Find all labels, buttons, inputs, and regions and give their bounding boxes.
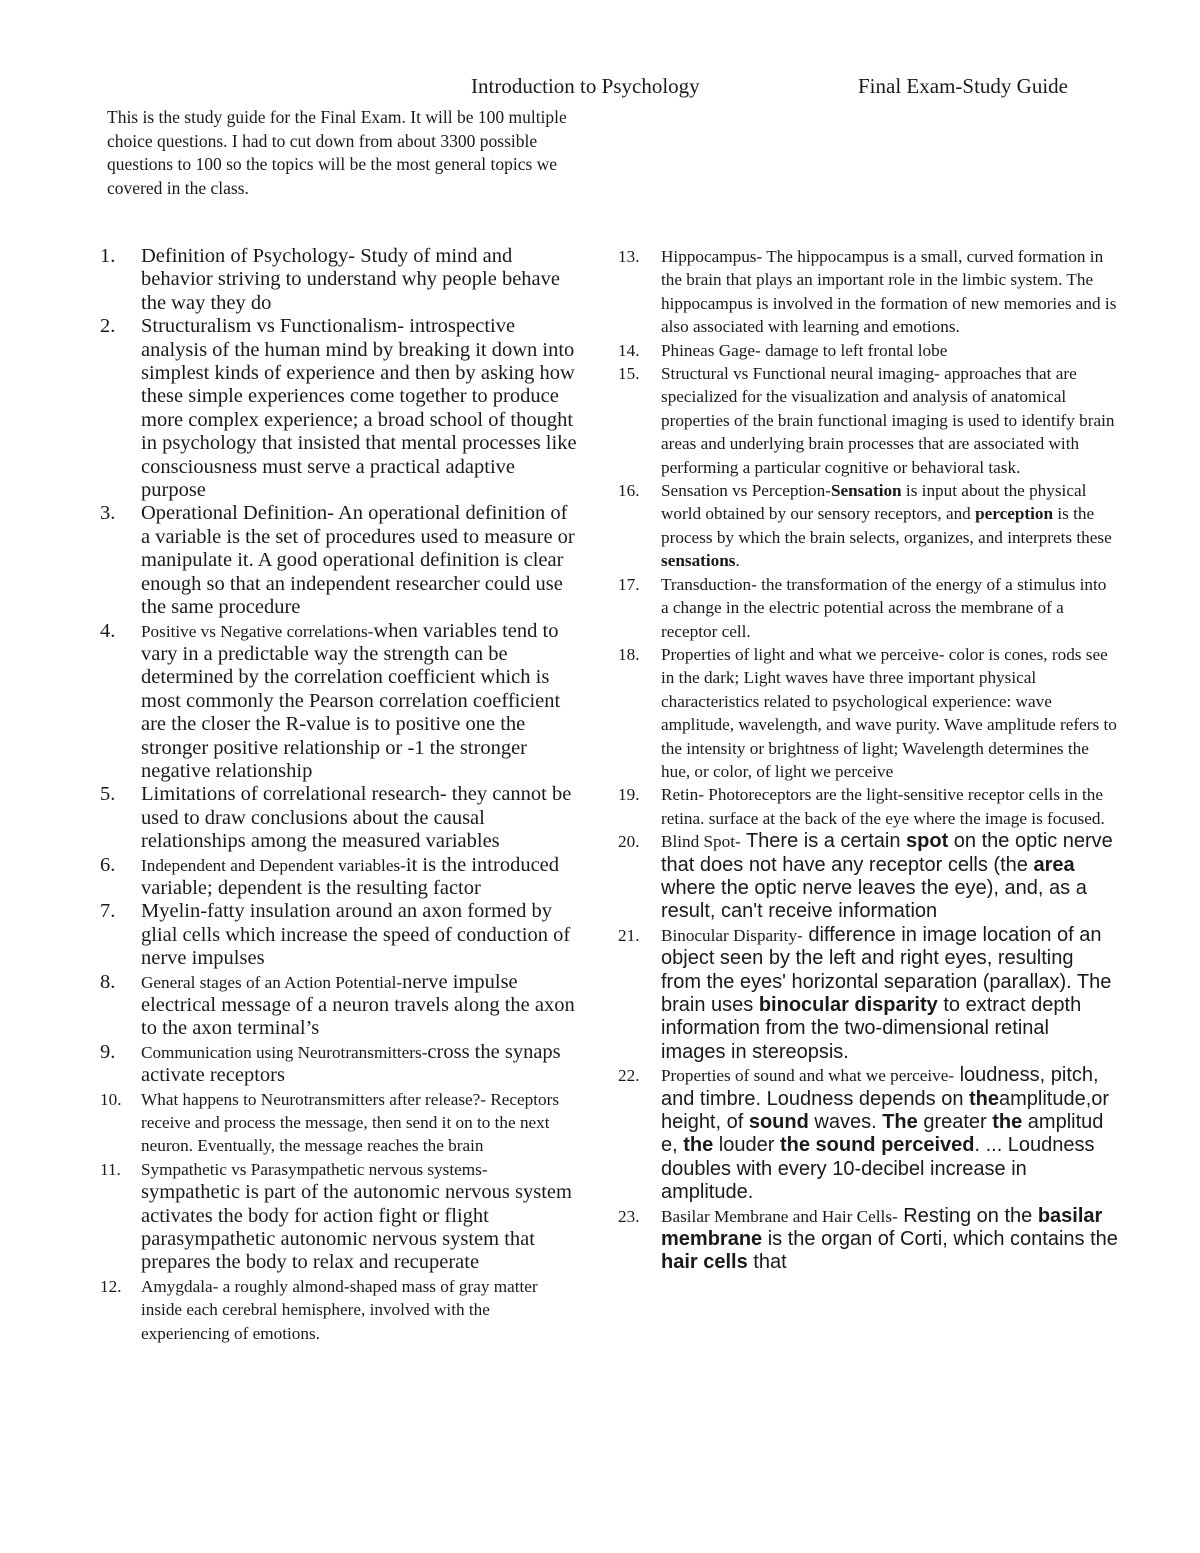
- list-item: [100, 1158, 580, 1275]
- bold-term: the: [992, 1111, 1023, 1134]
- item-text: waves.: [808, 1111, 883, 1134]
- item-term: General stages of an Action Potential-: [141, 972, 403, 992]
- list-item: [618, 573, 1118, 643]
- list-item: [100, 783, 580, 853]
- item-number: 14.: [618, 340, 640, 360]
- document-title: Final Exam-Study Guide: [858, 74, 1068, 98]
- item-text: There is a certain: [740, 830, 907, 853]
- list-item: [618, 479, 1118, 573]
- item-term: Definition of Psychology-: [141, 245, 356, 267]
- list-item: [618, 245, 1118, 339]
- item-text: it is the introduced variable; dependent is the resulting factor: [141, 853, 560, 899]
- item-text: the transformation of the energy of a stimulus into a change in the electric potential across the membrane of a receptor cell.: [661, 574, 1107, 641]
- item-number: 22.: [618, 1066, 640, 1086]
- item-term: Blind Spot-: [661, 832, 741, 852]
- item-number: 1.: [100, 245, 116, 267]
- item-number: 20.: [618, 832, 640, 852]
- list-item: [618, 924, 1118, 1064]
- item-number: 15.: [618, 364, 640, 384]
- item-text: to extract depth information from the two-dimensional retinal images in stereopsis.: [661, 994, 1082, 1063]
- item-term: Communication using Neurotransmitters-: [141, 1042, 428, 1062]
- item-term: Structuralism vs Functionalism-: [141, 315, 405, 338]
- item-number: 17.: [618, 574, 640, 594]
- item-text: they cannot be used to draw conclusions about the causal relationships among the measured variables: [141, 783, 572, 853]
- bold-term: the: [683, 1134, 714, 1157]
- item-number: 3.: [100, 502, 116, 525]
- item-text: cross the synaps activate receptors: [141, 1040, 561, 1087]
- bold-term: spot: [906, 830, 949, 853]
- bold-term: sound: [748, 1111, 809, 1134]
- item-text: is the process by which the brain selects, organizes, and interprets these: [661, 504, 1112, 547]
- item-term: Positive vs Negative correlations-: [141, 621, 374, 641]
- item-text: approaches that are specialized for the visualization and analysis of anatomical properties of the brain functional imaging is used to identify brain areas and underlying brain processes that are associated with performing a particular cognitive or behavioral task.: [661, 364, 1115, 477]
- item-text: Photoreceptors are the light-sensitive receptor cells in the retina. surface at the back of the eye where the image is focused.: [661, 785, 1105, 828]
- item-text: damage to left frontal lobe: [760, 340, 948, 360]
- item-text: on the optic nerve that does not have any receptor cells (the: [661, 830, 1113, 876]
- item-text: The hippocampus is a small, curved formation in the brain that plays an important role in the limbic system. The hippocampus is involved in the formation of new memories and is also associated with learning and emotions.: [661, 247, 1117, 337]
- item-term: Sensation vs Perception-: [661, 481, 831, 501]
- list-item: [100, 971, 580, 1041]
- course-title: Introduction to Psychology: [471, 74, 700, 98]
- item-term: Hippocampus-: [661, 247, 763, 266]
- item-number: 18.: [618, 644, 640, 664]
- item-number: 9.: [100, 1040, 116, 1063]
- item-term: Properties of light and what we perceive-: [661, 644, 945, 664]
- item-text: where the optic nerve leaves the eye), and, as a result, can't receive information: [661, 876, 1087, 923]
- list-item: [618, 1205, 1118, 1275]
- item-number: 8.: [100, 970, 116, 993]
- item-term: Myelin-: [141, 900, 208, 923]
- item-text: Receptors receive and process the message, then send it on to the next neuron. Eventually, the message reaches the brain: [141, 1089, 560, 1156]
- bold-term: area: [1033, 853, 1075, 876]
- item-number: 12.: [100, 1276, 122, 1296]
- item-text: that: [747, 1251, 787, 1274]
- item-term: Transduction-: [661, 574, 757, 594]
- list-item: [100, 620, 580, 784]
- list-item: [100, 502, 580, 619]
- list-item: [618, 830, 1118, 924]
- item-number: 19.: [618, 785, 640, 805]
- item-term: Structural vs Functional neural imaging-: [661, 364, 940, 384]
- item-number: 11.: [100, 1159, 121, 1179]
- item-term: Independent and Dependent variables-: [141, 855, 406, 875]
- item-text: a roughly almond-shaped mass of gray matter inside each cerebral hemisphere, involved with the experiencing of emotions.: [141, 1276, 538, 1343]
- item-number: 7.: [100, 900, 116, 923]
- bold-term: perception: [975, 504, 1054, 524]
- list-item: [618, 643, 1118, 783]
- list-item: [618, 1064, 1118, 1204]
- list-item: [100, 245, 580, 315]
- item-number: 21.: [618, 925, 640, 945]
- item-text: fatty insulation around an axon formed by glial cells which increase the speed of conduction of nerve impulses: [141, 900, 571, 970]
- list-item: [618, 783, 1118, 830]
- list-item: [618, 362, 1118, 479]
- item-term: Phineas Gage-: [661, 340, 761, 360]
- bold-term: sensations: [661, 551, 736, 571]
- item-term: Properties of sound and what we perceive-: [661, 1066, 955, 1086]
- item-text: . ... Loudness doubles with every 10-decibel increase in amplitude.: [661, 1134, 1095, 1204]
- bold-term: Sensation: [830, 481, 902, 501]
- item-number: 16.: [618, 481, 640, 501]
- item-text: introspective analysis of the human mind by breaking it down into simplest kinds of experience and then by asking how these simple experiences come together to produce more complex experience; a broad school of thought in psychology that insisted that mental processes like consciousness must serve a practical adaptive purpose: [141, 315, 577, 502]
- item-term: Basilar Membrane and Hair Cells-: [661, 1206, 898, 1226]
- item-term: Sympathetic vs Parasympathetic nervous systems-: [141, 1159, 488, 1179]
- item-text: color is cones, rods see in the dark; Light waves have three important physical characteristics related to psychological experience: wave amplitude, wavelength, and wave purity. Wave amplitude refers to the intensity or brightness of light; Wavelength determines the hue, or color, of light we perceive: [661, 644, 1117, 781]
- item-text: difference in image location of an object seen by the left and right eyes, resulting from the eyes' horizontal separation (parallax). The brain uses: [661, 923, 1112, 1016]
- list-item: [100, 1275, 580, 1345]
- item-text: An operational definition of a variable is the set of procedures used to measure or manipulate it. A good operational definition is clear enough so that an independent researcher could use the same procedure: [141, 502, 575, 619]
- bold-term: binocular disparity: [758, 994, 938, 1016]
- topic-list-left: [100, 245, 580, 1345]
- item-number: 10.: [100, 1089, 122, 1109]
- item-number: 23.: [618, 1206, 640, 1226]
- bold-term: basilar membrane: [661, 1204, 1103, 1251]
- item-text: when variables tend to vary in a predictable way the strength can be determined by the correlation coefficient which is most commonly the Pearson correlation coefficient are the closer the R-value is to positive one the stronger positive relationship or -1 the stronger negative relationship: [141, 619, 561, 782]
- list-item: [100, 854, 580, 901]
- item-term: Operational Definition-: [141, 502, 334, 525]
- list-item: [100, 315, 580, 502]
- item-text: amplitude,or height, of: [661, 1087, 1110, 1134]
- item-text: louder: [713, 1134, 780, 1157]
- list-item: [100, 1041, 580, 1088]
- item-number: 6.: [100, 853, 116, 876]
- item-term: Binocular Disparity-: [661, 925, 803, 945]
- item-number: 2.: [100, 315, 116, 338]
- list-item: [100, 1088, 580, 1158]
- intro-paragraph: This is the study guide for the Final Exam. It will be 100 multiple choice questions. I had to cut down from about 3300 possible questions to 100 so the topics will be the most general topics we covered in the class.: [107, 107, 567, 198]
- item-text: is input about the physical world obtained by our sensory receptors, and: [661, 481, 1087, 524]
- item-term: Amygdala-: [141, 1276, 219, 1296]
- item-term: Retin-: [661, 785, 704, 805]
- item-text: greater: [917, 1111, 993, 1134]
- bold-term: the: [969, 1087, 999, 1110]
- item-number: 13.: [618, 247, 640, 266]
- list-item: [618, 339, 1118, 362]
- bold-term: The: [882, 1111, 918, 1134]
- topic-list-right: [618, 245, 1118, 1275]
- list-item: [100, 900, 580, 970]
- item-term: What happens to Neurotransmitters after release?-: [141, 1089, 487, 1109]
- item-text: Resting on the: [897, 1204, 1038, 1227]
- item-text: is the organ of Corti, which contains the: [762, 1228, 1118, 1251]
- item-term: Limitations of correlational research-: [141, 783, 447, 806]
- item-number: 5.: [100, 783, 116, 806]
- item-text: Study of mind and behavior striving to understand why people behave the way they do: [141, 245, 560, 314]
- item-text: .: [735, 551, 740, 571]
- item-number: 4.: [100, 619, 116, 642]
- item-text: loudness, pitch, and timbre. Loudness depends on: [661, 1064, 1099, 1110]
- item-text: sympathetic is part of the autonomic nervous system activates the body for action fight or flight parasympathetic autonomic nervous system that prepares the body to relax and recuperate: [141, 1181, 572, 1274]
- item-text: amplitud e,: [661, 1111, 1104, 1157]
- bold-term: the sound perceived: [779, 1134, 975, 1157]
- item-text: nerve impulse electrical message of a neuron travels along the axon to the axon terminal’s: [141, 970, 575, 1040]
- bold-term: hair cells: [661, 1251, 748, 1274]
